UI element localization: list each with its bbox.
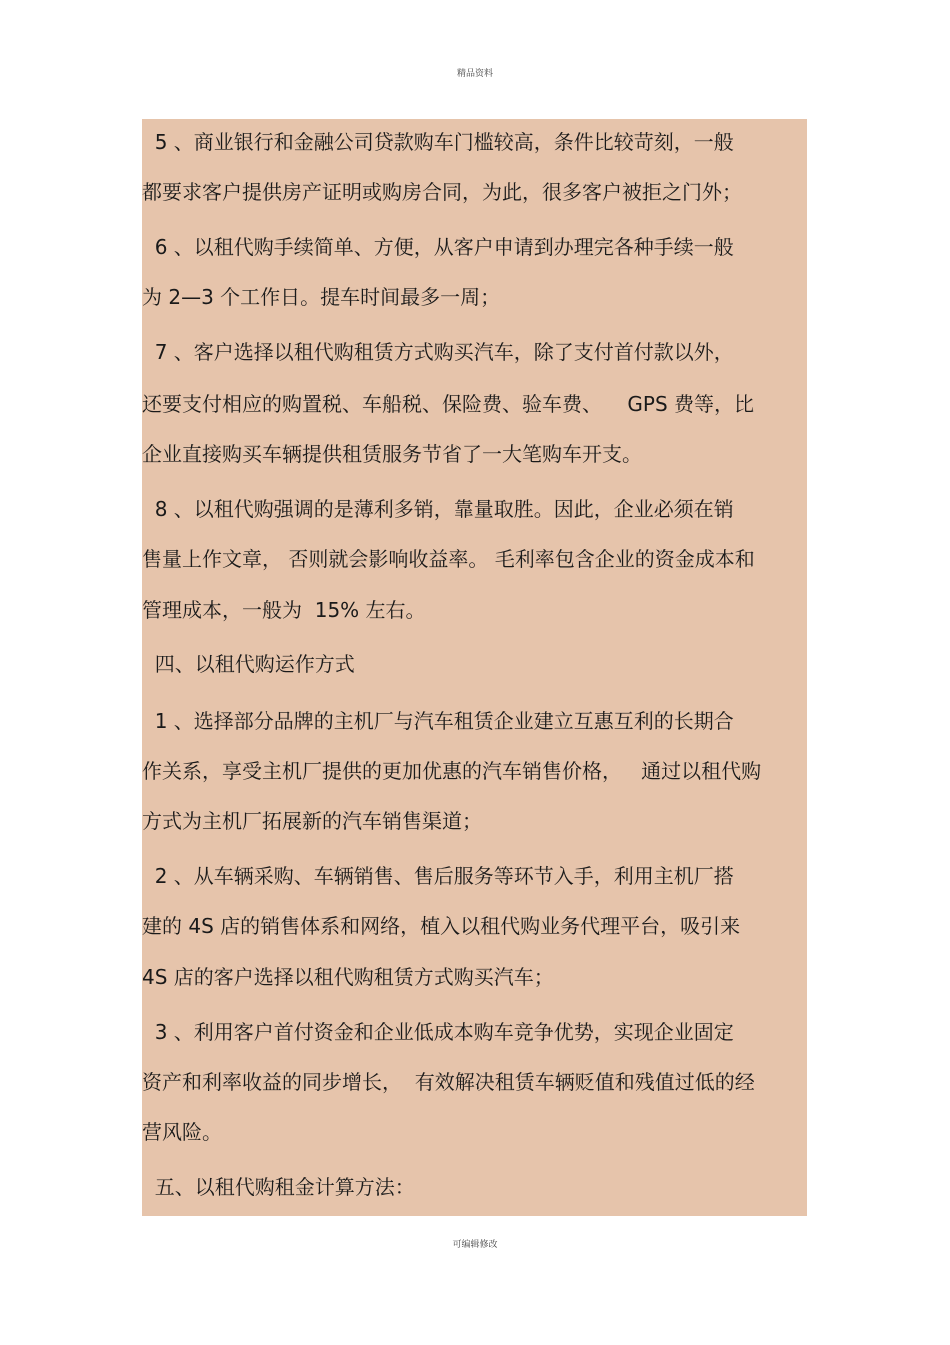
section-heading: 五、以租代购租金计算方法： <box>142 1175 415 1199</box>
text-line: 为 2—3 个工作日。提车时间最多一周； <box>142 285 501 309</box>
text-line: 企业直接购买车辆提供租赁服务节省了一大笔购车开支。 <box>142 442 642 466</box>
text-line: 还要支付相应的购置税、车船税、保险费、验车费、 GPS 费等，比 <box>142 392 755 416</box>
text-line: 1 、选择部分品牌的主机厂与汽车租赁企业建立互惠互利的长期合 <box>142 709 734 733</box>
text-line: 8 、以租代购强调的是薄利多销，靠量取胜。因此，企业必须在销 <box>142 497 734 521</box>
text-line: 方式为主机厂拓展新的汽车销售渠道； <box>142 809 482 833</box>
text-line: 建的 4S 店的销售体系和网络，植入以租代购业务代理平台，吸引来 <box>142 914 741 938</box>
page-header-note: 精品资料 <box>456 69 493 79</box>
text-line: 管理成本，一般为 15% 左右。 <box>142 598 426 622</box>
page-footer-note: 可编辑修改 <box>452 1240 498 1250</box>
text-line: 3 、利用客户首付资金和企业低成本购车竞争优势，实现企业固定 <box>142 1020 734 1044</box>
text-line: 2 、从车辆采购、车辆销售、售后服务等环节入手，利用主机厂搭 <box>142 864 734 888</box>
section-heading: 四、以租代购运作方式 <box>142 652 355 676</box>
text-line: 营风险。 <box>142 1120 222 1144</box>
text-line: 5 、商业银行和金融公司贷款购车门槛较高，条件比较苛刻，一般 <box>142 130 734 154</box>
text-line: 7 、客户选择以租代购租赁方式购买汽车，除了支付首付款以外， <box>142 340 734 364</box>
text-line: 资产和利率收益的同步增长， 有效解决租赁车辆贬值和残值过低的经 <box>142 1070 755 1094</box>
text-line: 6 、以租代购手续简单、方便，从客户申请到办理完各种手续一般 <box>142 235 734 259</box>
document-body <box>142 119 807 1216</box>
text-line: 作关系，享受主机厂提供的更加优惠的汽车销售价格， 通过以租代购 <box>142 759 762 783</box>
text-line: 都要求客户提供房产证明或购房合同，为此，很多客户被拒之门外； <box>142 180 742 204</box>
text-line: 4S 店的客户选择以租代购租赁方式购买汽车； <box>142 965 554 989</box>
text-line: 售量上作文章， 否则就会影响收益率。 毛利率包含企业的资金成本和 <box>142 547 755 571</box>
